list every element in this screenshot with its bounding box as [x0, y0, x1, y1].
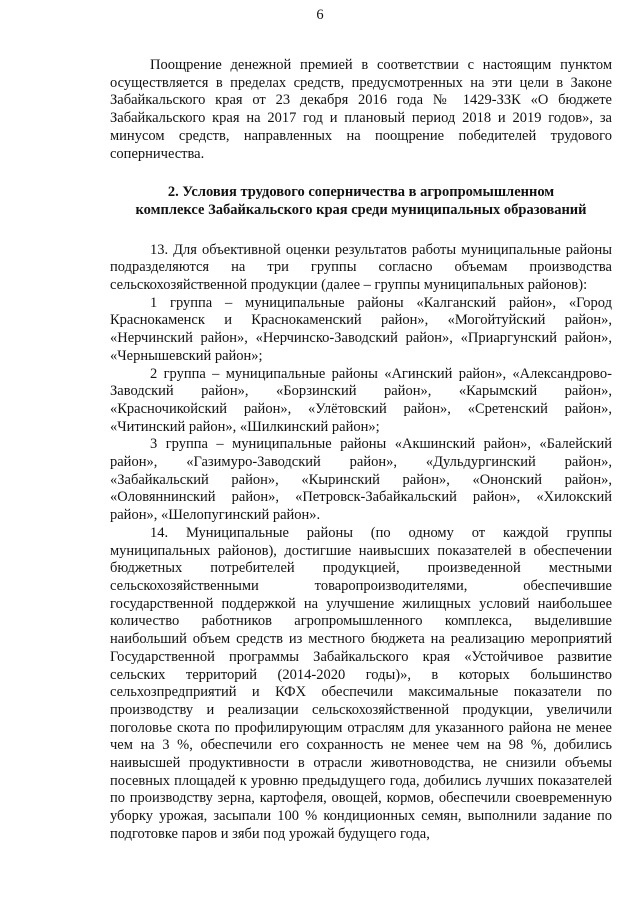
section-heading-line-2: комплексе Забайкальского края среди муниципальных образований: [135, 201, 587, 218]
document-body: [110, 57, 612, 844]
paragraph-group-3: 3 группа – муниципальные районы «Акшинский район», «Балейский район», «Газимуро-Заводский район», «Дульдургинский район», «Забайкальский район», «Кыринский район», «Ононский район», «Оловяннинский район», «Петровск-Забайкальский район», «Хилокский район», «Шелопугинский район».: [110, 436, 612, 524]
paragraph-bonus-funding: Поощрение денежной премией в соответствии с настоящим пунктом осуществляется в пределах средств, предусмотренных на эти цели в Законе Забайкальского края от 23 декабря 2016 года № 1429-ЗЗК «О бюджете Забайкальского края на 2017 год и плановый период 2018 и 2019 годов», за минусом средств, направленных на поощрение победителей трудового соперничества.: [110, 57, 612, 162]
page-number: 6: [316, 7, 324, 23]
paragraph-group-1: 1 группа – муниципальные районы «Калганский район», «Город Краснокаменск и Краснокаменский район», «Могойтуйский район», «Нерчинский район», «Нерчинско-Заводский район», «Приаргунский район», «Чернышевский район»;: [110, 294, 612, 364]
section-heading-line-1: 2. Условия трудового соперничества в агропромышленном: [167, 184, 555, 201]
paragraph-13: 13. Для объективной оценки результатов работы муниципальные районы подразделяются на три группы согласно объемам производства сельскохозяйственной продукции (далее – группы муниципальных районов):: [110, 241, 612, 294]
paragraph-14: 14. Муниципальные районы (по одному от каждой группы муниципальных районов), достигшие наивысших показателей в обеспечении бюджетных потребителей продукцией, произведенной местными сельскохозяйственными товаропроизводителями, обеспечившие государственной поддержкой на улучшение жилищных условий наибольшее количество работников агропромышленного комплекса, выделившие наибольший объем средств из местного бюджета на реализацию мероприятий Государственной программы Забайкальского края «Устойчивое развитие сельских территорий (2014-2020 годы)», в которых большинство сельхозпредприятий и КФХ обеспечили максимальные показатели по производству и реализации сельскохозяйственной продукции, увеличили поголовье скота по профилирующим отраслям для указанного района не менее чем на 3 %, обеспечили его сохранность не менее чем на 98 %, добились наивысшей продуктивности в отрасли животноводства, не снизили объемы посевных площадей к уровню предыдущего года, добились лучших показателей по производству зерна, картофеля, овощей, кормов, обеспечили своевременную уборку урожая, засыпали 100 % кондиционных семян, выполнили задание по подготовке паров и зяби под урожай будущего года,: [110, 524, 612, 842]
section-heading: [110, 184, 612, 219]
paragraph-group-2: 2 группа – муниципальные районы «Агинский район», «Александрово-Заводский район», «Борзинский район», «Карымский район», «Красночикойский район», «Улётовский район», «Сретенский район», «Читинский район», «Шилкинский район»;: [110, 365, 612, 435]
